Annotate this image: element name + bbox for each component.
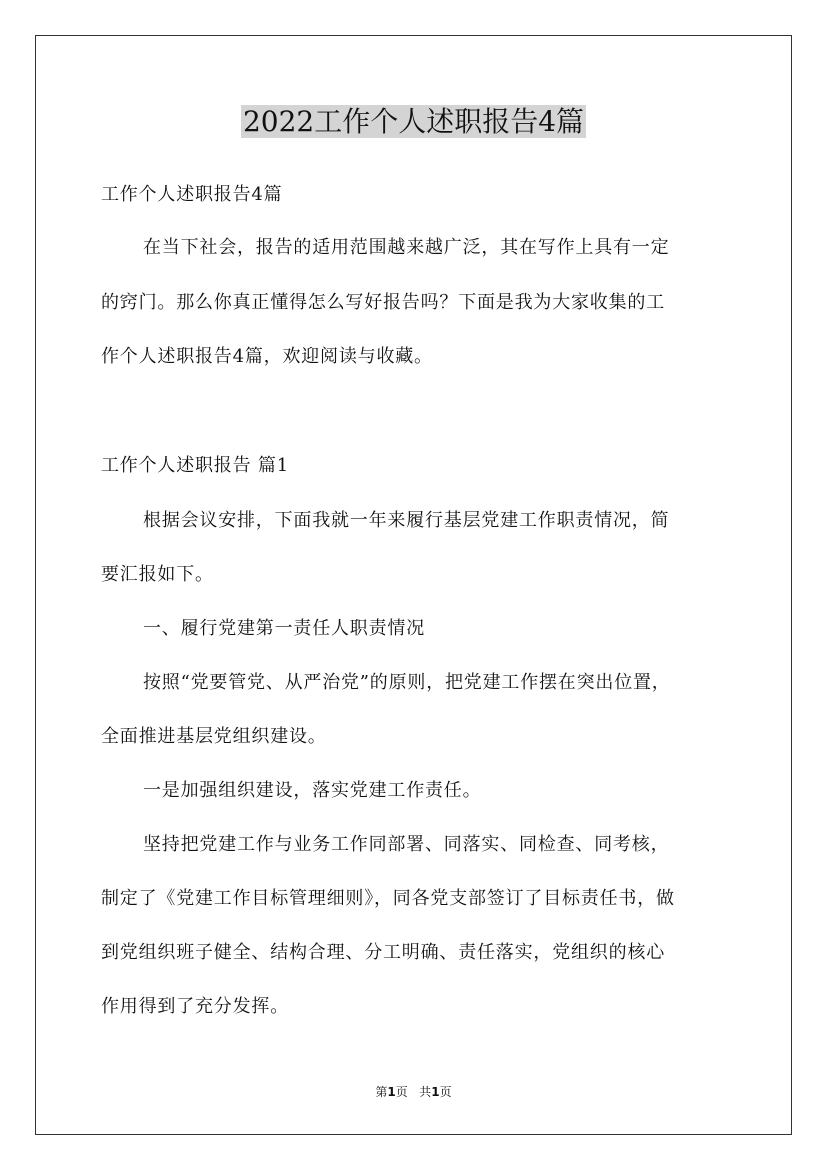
body-line: 要汇报如下。	[101, 564, 214, 585]
section-heading: 工作个人述职报告 篇1	[101, 455, 289, 476]
body-line: 制定了《党建工作目标管理细则》，同各党支部签订了目标责任书，做	[101, 888, 675, 909]
subsection-heading: 一、履行党建第一责任人职责情况	[143, 618, 425, 639]
body-line: 到党组织班子健全、结构合理、分工明确、责任落实，党组织的核心	[101, 942, 665, 963]
body-line: 坚持把党建工作与业务工作同部署、同落实、同检查、同考核，	[143, 834, 670, 855]
body-line: 全面推进基层党组织建设。	[101, 726, 327, 747]
total-pages: 1	[431, 1085, 440, 1099]
intro-line: 在当下社会，报告的适用范围越来越广泛，其在写作上具有一定	[143, 237, 670, 258]
page-number: 1	[387, 1085, 396, 1099]
document-title-text: 2022工作个人述职报告4篇	[242, 105, 585, 138]
body-line: 按照“党要管党、从严治党”的原则，把党建工作摆在突出位置，	[143, 672, 671, 693]
document-title	[0, 102, 827, 142]
body-line: 根据会议安排，下面我就一年来履行基层党建工作职责情况，简	[143, 510, 670, 531]
page-footer: 第1页 共1页	[375, 1085, 452, 1099]
document-subtitle: 工作个人述职报告4篇	[101, 184, 283, 205]
body-line: 作用得到了充分发挥。	[101, 996, 289, 1017]
intro-line: 作个人述职报告4篇，欢迎阅读与收藏。	[101, 346, 433, 367]
intro-line: 的窍门。那么你真正懂得怎么写好报告吗？下面是我为大家收集的工	[101, 292, 665, 313]
body-line: 一是加强组织建设，落实党建工作责任。	[143, 780, 482, 801]
